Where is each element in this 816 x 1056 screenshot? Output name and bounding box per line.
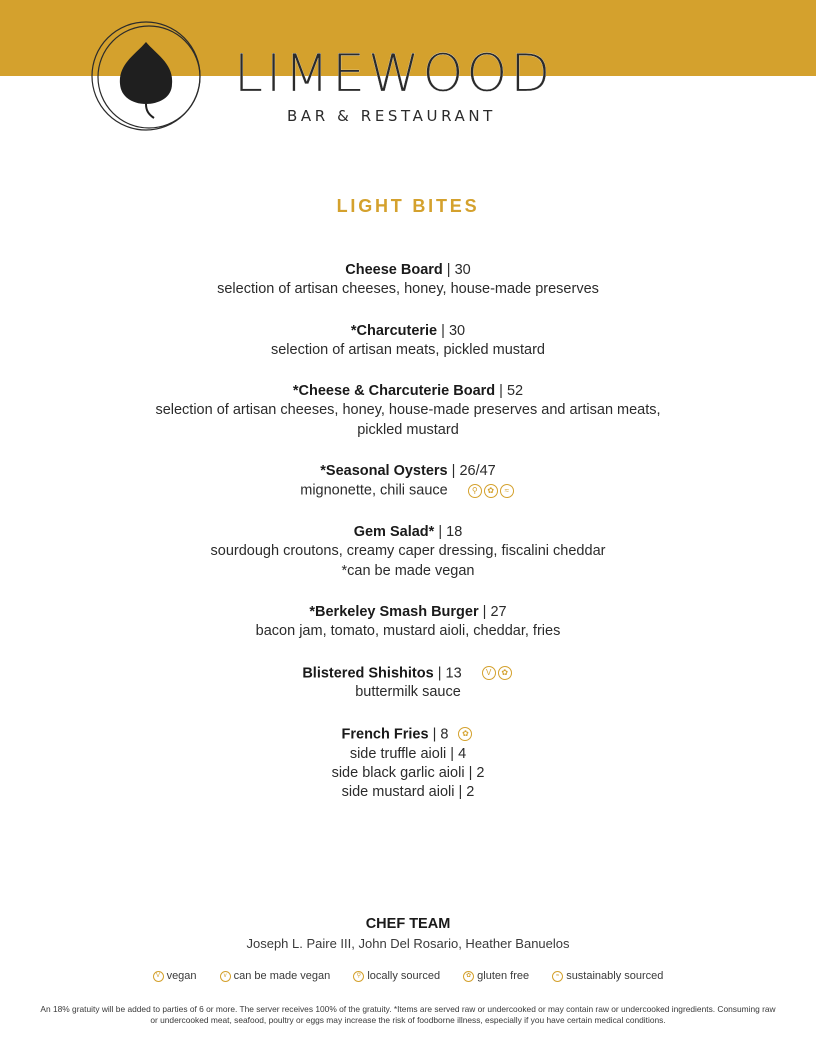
price-separator: | — [432, 726, 437, 743]
item-price: 27 — [490, 604, 507, 621]
menu-item — [0, 664, 816, 703]
item-name: Cheese Board — [345, 262, 443, 278]
can-be-made-vegan-icon: v — [220, 971, 231, 982]
diet-icons — [468, 481, 516, 500]
item-price: 8 — [440, 726, 449, 743]
menu-item — [0, 382, 816, 440]
legend-label: gluten free — [477, 970, 530, 982]
menu-item — [0, 322, 816, 361]
gluten-free-icon: ✿ — [463, 971, 474, 982]
legend-entry — [153, 970, 197, 982]
legend-entry — [353, 970, 440, 982]
legend-label: locally sourced — [367, 970, 441, 982]
item-description: side black garlic aioli | 2 — [331, 764, 485, 781]
chef-team — [0, 916, 816, 951]
price-separator: | — [437, 665, 442, 682]
menu-item — [0, 261, 816, 300]
item-description: side mustard aioli | 2 — [341, 784, 475, 801]
legend-label: can be made vegan — [233, 970, 331, 982]
item-description: selection of artisan cheeses, honey, house-made preserves and artisan meats, — [155, 402, 661, 419]
legend-entry — [220, 970, 331, 982]
item-description: bacon jam, tomato, mustard aioli, cheddar, fries — [255, 623, 561, 640]
sustainably-sourced-icon: ≈ — [552, 971, 563, 982]
item-description: side truffle aioli | 4 — [349, 745, 467, 762]
logo-subtitle: BAR & RESTAURANT — [287, 107, 496, 125]
locally-sourced-icon: ⚲ — [468, 484, 482, 498]
item-price: 18 — [446, 524, 463, 541]
price-separator: | — [451, 463, 456, 480]
menu-list — [0, 261, 816, 824]
item-name: Gem Salad* — [353, 524, 435, 541]
item-description: selection of artisan meats, pickled mustard — [270, 341, 545, 358]
menu-item — [0, 603, 816, 642]
gluten-free-icon: ✿ — [498, 666, 512, 680]
menu-item — [0, 462, 816, 501]
item-price: 52 — [506, 383, 524, 400]
item-name: Blistered Shishitos — [302, 665, 434, 682]
item-description: buttermilk sauce — [355, 684, 461, 701]
item-description: sourdough croutons, creamy caper dressing, fiscalini cheddar — [210, 543, 606, 560]
item-price: 26/47 — [459, 463, 496, 480]
gluten-free-icon: ✿ — [484, 484, 498, 498]
vegan-icon: V — [482, 666, 496, 680]
gratuity-disclaimer: An 18% gratuity will be added to parties of 6 or more. The server receives 100% of the gratuity. *Items are served raw or undercooked or may contain raw or undercooked ingredients. Consuming raw or undercooked meat, seafood, poultry or eggs may increase the risk of foodborne illness, especially if you have certain medical conditions. — [40, 1004, 776, 1025]
menu-item — [0, 523, 816, 581]
chef-team-names: Joseph L. Paire III, John Del Rosario, Heather Banuelos — [246, 936, 570, 951]
legend-label: vegan — [166, 970, 197, 982]
item-description: *can be made vegan — [341, 562, 475, 579]
item-name: *Berkeley Smash Burger — [309, 604, 479, 621]
item-description-text: mignonette, chili sauce — [300, 482, 448, 499]
price-separator: | — [441, 322, 445, 339]
item-name: French Fries — [341, 726, 429, 743]
gluten-free-icon: ✿ — [458, 727, 472, 741]
price-separator: | — [438, 524, 443, 541]
item-price: 30 — [454, 262, 471, 278]
legend-entry — [463, 970, 529, 982]
chef-team-title: CHEF TEAM — [365, 916, 451, 932]
section-title: LIGHT BITES — [336, 196, 480, 216]
item-price: 30 — [448, 322, 466, 339]
leaf-icon — [88, 20, 206, 132]
price-separator: | — [446, 262, 451, 278]
diet-icons — [458, 725, 474, 744]
price-separator: | — [499, 383, 503, 400]
legend-entry — [552, 970, 663, 982]
item-description: pickled mustard — [357, 421, 459, 438]
item-price: 13 — [445, 665, 462, 682]
item-name: *Seasonal Oysters — [320, 463, 448, 480]
vegan-icon: V — [153, 971, 164, 982]
logo-wordmark: LIMEWOOD — [234, 44, 554, 104]
item-name: *Charcuterie — [350, 322, 438, 339]
locally-sourced-icon: ⚲ — [353, 971, 364, 982]
item-description — [0, 481, 816, 501]
price-separator: | — [482, 604, 487, 621]
item-name: *Cheese & Charcuterie Board — [292, 383, 496, 400]
diet-icons — [482, 664, 514, 683]
dietary-legend — [0, 970, 816, 982]
menu-item — [0, 725, 816, 803]
legend-label: sustainably sourced — [566, 970, 664, 982]
item-description: selection of artisan cheeses, honey, house-made preserves — [217, 281, 599, 298]
sustainably-sourced-icon: ≈ — [500, 484, 514, 498]
